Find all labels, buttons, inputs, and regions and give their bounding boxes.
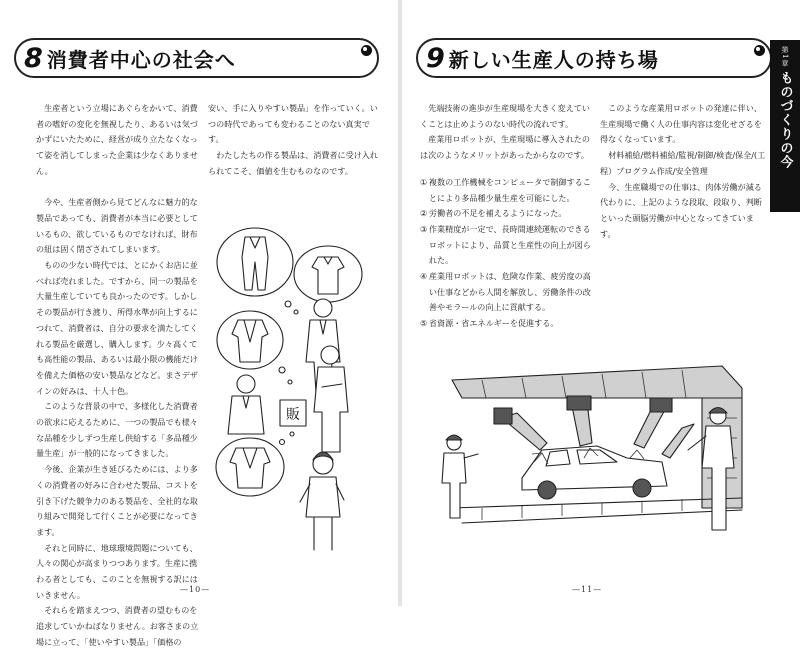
section-number: 9: [426, 42, 445, 74]
bullet-dot-icon: [754, 45, 765, 56]
section-heading-9: [416, 38, 772, 78]
merit-item: ② 労働者の不足を補えるようになった。: [420, 208, 567, 219]
left-page: [0, 0, 398, 647]
paragraph: 今や、生産者側から見てどんなに魅力的な製品であっても、消費者が本当に必要としているもの、欲しているものでなければ、財布の紐は固く閉ざされてしまいます。: [36, 197, 198, 255]
merit-item: ④ 産業用ロボットは、危険な作業、疲労度の高い仕事などから人間を解放し、労働条件の改善やモラールの向上に貢献する。: [420, 271, 591, 313]
factory-robot-illustration: [422, 358, 752, 538]
paragraph: 生産者という立場にあぐらをかいて、消費者の嗜好の変化を無視したり、あるいは気づかずにいたために、経営が成り立たなくなって姿を消してしまった企業は少なくありません。: [36, 103, 198, 176]
page-number: —10—: [180, 585, 211, 594]
bullet-dot-icon: [361, 45, 372, 56]
paragraph: ものの少ない時代では、とにかくお店に並べれば売れました。ですから、同一の製品を大量生産していても良かったのです。しかしその製品が行き渡り、所得水準が向上するにつれて、消費者は、自分の要求を満たしてくれる製品を厳選し、購入します。少々高くても高性能の製品、あるいは最小限の機能だけを備えた価格の安い製品などなど。まさデザインの好みは、十人十色。: [36, 260, 198, 396]
paragraph: わたしたちの作る製品は、消費者に受け入れられてこそ、価値を生むものなのです。: [208, 150, 378, 176]
page-number: —11—: [572, 585, 603, 594]
paragraph: 安い、手に入りやすい製品」を作っていく。いつの時代であっても変わることのない真実です。: [208, 103, 378, 145]
paragraph: 今後、企業が生き延びるためには、より多くの消費者の好みに合わせた製品、コストを引き下げた競争力のある製品を、全社的な取り組みで開発して行くことが必要になってきます。: [36, 464, 198, 537]
section-title: 消費者中心の社会へ: [46, 47, 236, 72]
chapter-title: ものづくりの今: [777, 71, 793, 170]
section-heading-8: [14, 38, 379, 78]
right-column-1: [420, 101, 592, 332]
merit-item: ⑤ 省資源・省エネルギーを促進する。: [420, 318, 559, 329]
right-column-2: [600, 101, 768, 242]
merit-item: ③ 作業精度が一定で、長時間連続運転のできるロボットにより、品質と生産性の向上が図られた。: [420, 223, 591, 266]
merit-item: ① 複数の工作機械をコンピュータで制御することにより多品種少量生産を可能にした。: [420, 176, 591, 203]
chapter-tab: [770, 40, 800, 212]
chapter-number: 第1章: [781, 46, 789, 68]
task-list: 材料補給/燃料補給/監視/制御/検査/保全/(工程）プログラム作成/安全管理: [600, 150, 766, 176]
paragraph: 今、生産職場での仕事は、肉体労働が減る代わりに、上記のような段取、段取り、判断といった頭脳労働が中心となってきています。: [600, 181, 762, 239]
left-column-2: [208, 101, 378, 180]
paragraph: それらを踏まえつつ、消費者の望むものを追求していかねばなりません。お客さまの立場に立って、「使いやすい製品」「価格の: [36, 605, 199, 647]
left-column-1: [36, 101, 199, 651]
paragraph: このような産業用ロボットの発達に伴い、生産現場で働く人の仕事内容は変化せざるを得なくなっています。: [600, 103, 762, 145]
paragraph: このような背景の中で、多様化した消費者の欲求に応えるために、一つの製品でも様々な品種を少しずつ生産し供給する「多品種少量生産」が一般的になってきました。: [36, 401, 198, 459]
section-number: 8: [24, 42, 43, 74]
section-title: 新しい生産人の持ち場: [448, 47, 659, 72]
paragraph: 先端技術の進歩が生産現場を大きく変えていくことは止めようのない時代の流れです。: [420, 103, 590, 129]
paragraph: 産業用ロボットが、生産現場に導入されたのは次のようなメリットがあったからなのです。: [420, 134, 590, 161]
sign-label: 販: [286, 407, 300, 423]
paragraph: それと同時に、地球環境問題についても、人々の関心が高まりつつあります。生産に携わる者としても、このことを無視する訳にはいきません。: [36, 542, 198, 600]
right-page: [402, 0, 800, 606]
consumer-choice-illustration: [210, 212, 390, 552]
